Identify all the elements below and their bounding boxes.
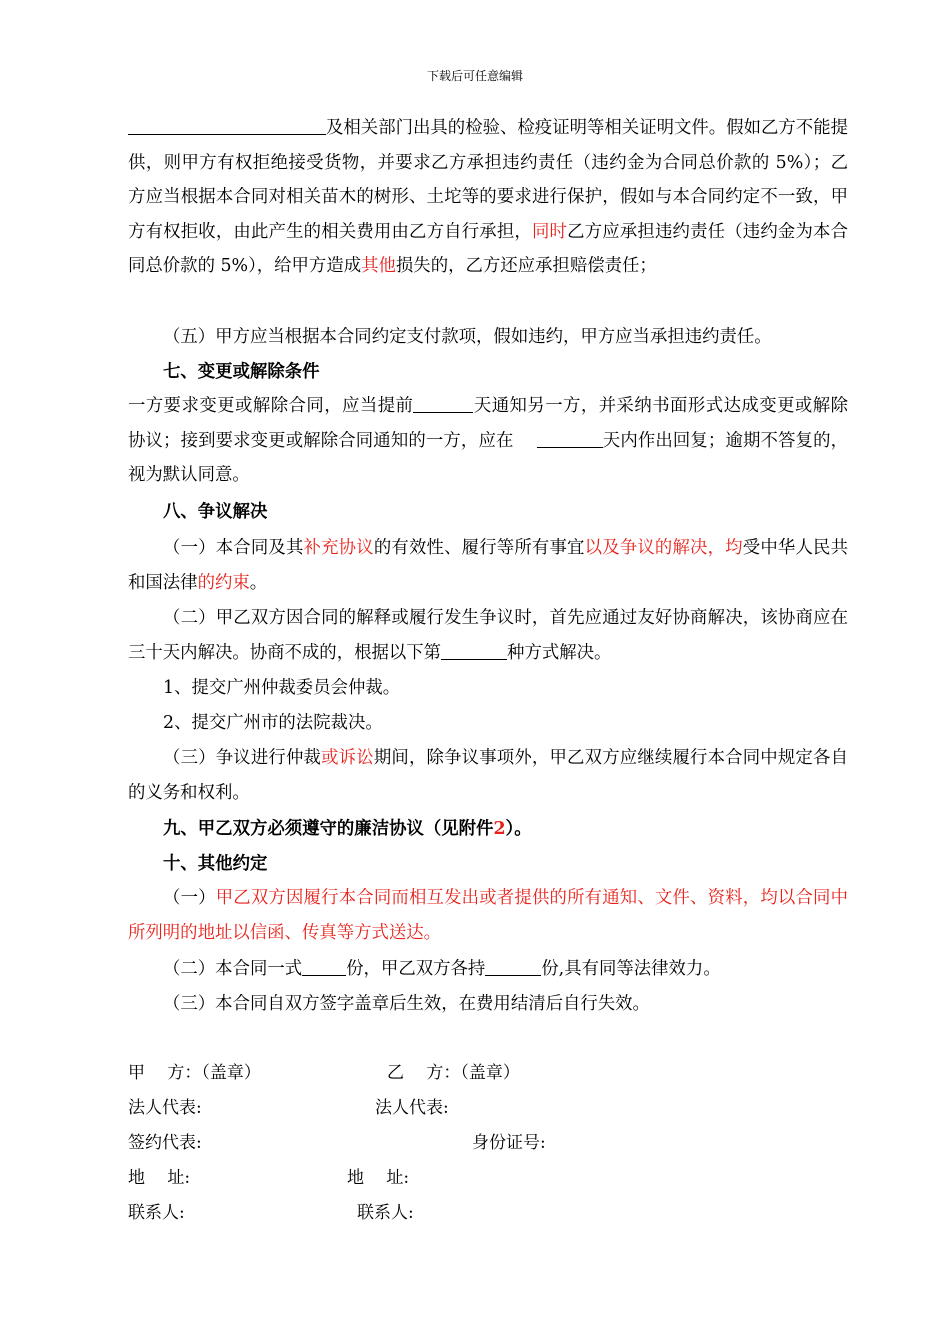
highlight-text: 的约束 bbox=[197, 572, 250, 593]
text: ）。 bbox=[505, 819, 532, 839]
signing-rep: 签约代表: bbox=[128, 1133, 202, 1153]
paragraph-dispute-3 bbox=[128, 741, 848, 810]
blank-copies-each[interactable] bbox=[485, 955, 541, 976]
highlight-text: 同时 bbox=[531, 221, 568, 242]
blank-line[interactable] bbox=[128, 114, 326, 135]
text: 的有效性、履行等所有事宜 bbox=[373, 538, 585, 558]
text: 天内作出回复；逾期不答复的，视为默认同意。 bbox=[128, 430, 848, 485]
text: 损失的，乙方还应承担赔偿责任； bbox=[395, 256, 657, 276]
paragraph-change bbox=[128, 389, 848, 493]
section-heading-9 bbox=[128, 812, 848, 847]
section-heading-8: 八、争议解决 bbox=[163, 502, 268, 522]
blank-copies-total[interactable] bbox=[302, 955, 346, 976]
text: 天通知另一方，并采纳书面形式达成变更或解除协议；接到要求变更或解除合同通知的一方，应在 bbox=[128, 396, 848, 451]
text: （二）甲乙双方因合同的解释或履行发生争议时，首先应通过友好协商解决，该协商应在三十天内解决。协商不成的，根据以下第 bbox=[128, 608, 848, 663]
highlight-text: 其他 bbox=[361, 256, 396, 276]
highlight-text: 补充协议 bbox=[303, 538, 374, 558]
blank-days-notice[interactable] bbox=[413, 392, 473, 413]
text: 种方式解决。 bbox=[507, 642, 612, 663]
party-a-label: 甲 方：（盖章） bbox=[128, 1063, 261, 1083]
page-header: 下载后可任意编辑 bbox=[426, 69, 523, 83]
highlight-text: 以及争议的解决，均 bbox=[584, 538, 743, 558]
highlight-text: 甲乙双方因履行本合同而相互发出或者提供的所有通知、文件、资料，均以合同中所列明的地址以信函、传真等方式送达。 bbox=[128, 888, 848, 943]
legal-rep-b: 法人代表: bbox=[375, 1098, 449, 1118]
highlight-text: 或诉讼 bbox=[321, 748, 374, 768]
paragraph-other-1 bbox=[128, 881, 848, 950]
text: 。 bbox=[249, 572, 268, 593]
paragraph-5: （五）甲方应当根据本合同约定支付款项，假如违约，甲方应当承担违约责任。 bbox=[163, 327, 772, 347]
legal-rep-a: 法人代表: bbox=[128, 1098, 202, 1118]
blank-days-reply[interactable] bbox=[537, 427, 603, 448]
text: 乙方应承担违约责任（违约金为本合同总价款的 5%），给甲方造成 bbox=[128, 221, 848, 276]
paragraph-other-3: （三）本合同自双方签字盖章后生效，在费用结清后自行失效。 bbox=[163, 994, 650, 1014]
text: 份,具有同等法律效力。 bbox=[541, 959, 721, 979]
contact-a: 联系人: bbox=[128, 1203, 185, 1223]
text: 期间，除争议事项外，甲乙双方应继续履行本合同中规定各自的义务和权利。 bbox=[128, 748, 848, 803]
text: 份，甲乙双方各持 bbox=[346, 959, 486, 979]
party-b-label: 乙 方：（盖章） bbox=[387, 1063, 520, 1083]
highlight-text: 2 bbox=[493, 819, 506, 839]
paragraph-dispute-2 bbox=[128, 601, 848, 670]
text: （一）本合同及其 bbox=[163, 538, 304, 558]
section-heading-10: 十、其他约定 bbox=[163, 854, 268, 874]
paragraph-inspection bbox=[128, 111, 848, 284]
address-b: 地 址: bbox=[347, 1168, 410, 1188]
option-1: 1、提交广州仲裁委员会仲裁。 bbox=[163, 678, 401, 698]
option-2: 2、提交广州市的法院裁决。 bbox=[163, 713, 383, 733]
text: （三）争议进行仲裁 bbox=[163, 748, 322, 768]
paragraph-dispute-1 bbox=[128, 531, 848, 600]
blank-method[interactable] bbox=[441, 639, 507, 660]
text: 及相关部门出具的检验、检疫证明等相关证明文件。假如乙方不能提供，则甲方有权拒绝接受货物，并要求乙方承担违约责任（违约金为合同总价款的 5%）；乙方应当根据本合同对相关苗木的树形、土坨等的要求进行保护，假如与本合同约定不一致，甲方有权拒收，由此产生的相关费用由乙方自行承担， bbox=[128, 118, 848, 242]
text: 一方要求变更或解除合同，应当提前 bbox=[128, 396, 414, 416]
contact-b: 联系人: bbox=[357, 1203, 414, 1223]
paragraph-other-2 bbox=[128, 952, 848, 987]
section-heading-7: 七、变更或解除条件 bbox=[163, 362, 320, 382]
address-a: 地 址: bbox=[128, 1168, 191, 1188]
id-number: 身份证号: bbox=[472, 1133, 546, 1153]
text: 受中华人民共和国法律 bbox=[128, 538, 848, 593]
text: （二）本合同一式 bbox=[163, 959, 303, 979]
text: 九、甲乙双方必须遵守的廉洁协议（见附件 bbox=[163, 819, 494, 839]
text: （一） bbox=[163, 888, 216, 908]
